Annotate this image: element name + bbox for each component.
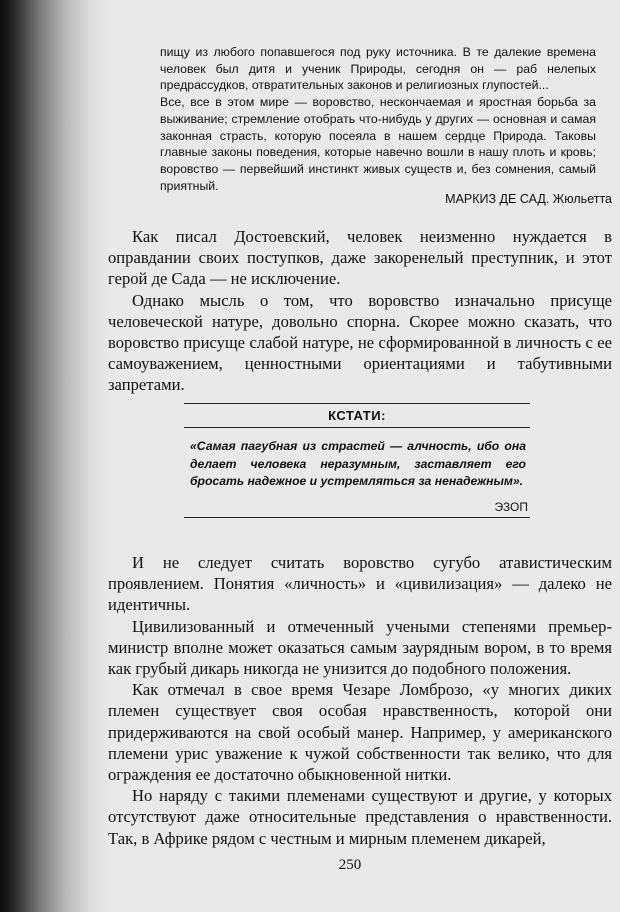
sidebar-title: КСТАТИ: [328,408,386,423]
body-paragraph: Но наряду с такими племенами существуют и другие, у которых отсутствуют даже относительные представления о нравственности. Так, в Африке рядом с честным и мирным племенем дикарей, [108,786,612,848]
sidebar-quote: «Самая пагубная из страстей — алчность, ибо она делает человека неразумным, заставляет его бросать надежное и устремляться за ненадежным». [190,439,526,489]
sidebar-top-rule [184,403,530,404]
sidebar-box [184,403,530,521]
epigraph-attribution: МАРКИЗ ДЕ САД. Жюльетта [445,192,612,206]
sidebar-title-rule [184,427,530,428]
body-paragraph: Как писал Достоевский, человек неизменно нуждается в оправдании своих поступков, даже закоренелый преступник, и этот герой де Сада — не исключение. [108,227,612,289]
body-text-top [108,226,612,396]
body-text-bottom [108,552,612,849]
epigraph [160,44,596,194]
page-number: 250 [338,857,362,873]
sidebar-bottom-rule [184,517,530,518]
epigraph-paragraph: Все, все в этом мире — воровство, нескончаемая и яростная борьба за выживание; стремление отобрать что-нибудь у других — основная и самая законная страсть, которую посеяла в нашем сердце Природа. Таковы главные законы поведения, которые навечно вошли в нашу плоть и кровь; воровство — первейший инстинкт живых существ и, без сомнения, самый приятный. [160,95,596,193]
epigraph-paragraph: пищу из любого попавшегося под руку источника. В те далекие времена человек был дитя и ученик Природы, сегодня он — раб нелепых предрассудков, отвратительных законов и религиозных глупостей... [160,45,596,93]
sidebar-author: ЭЗОП [494,500,528,514]
body-paragraph: Однако мысль о том, что воровство изначально присуще человеческой натуре, довольно спорна. Скорее можно сказать, что воровство присуще слабой натуре, не сформированной в личность с ее самоуважением, ценностными ориентациями и табутивными запретами. [108,290,612,395]
body-paragraph: И не следует считать воровство сугубо атавистическим проявлением. Понятия «личность» и «цивилизация» — далеко не идентичны. [108,553,612,615]
body-paragraph: Цивилизованный и отмеченный учеными степенями премьер-министр вполне может оказаться самым заурядным вором, в то время как грубый дикарь никогда не унизится до подобного положения. [108,616,612,679]
body-paragraph: Как отмечал в свое время Чезаре Ломброзо, «у многих диких племен существует своя особая нравственность, которой они придерживаются на свой особый манер. Например, у американского племени урис уважение к чужой собственности так велико, что для ограждения ее достаточно обыкновенной нитки. [108,680,612,785]
